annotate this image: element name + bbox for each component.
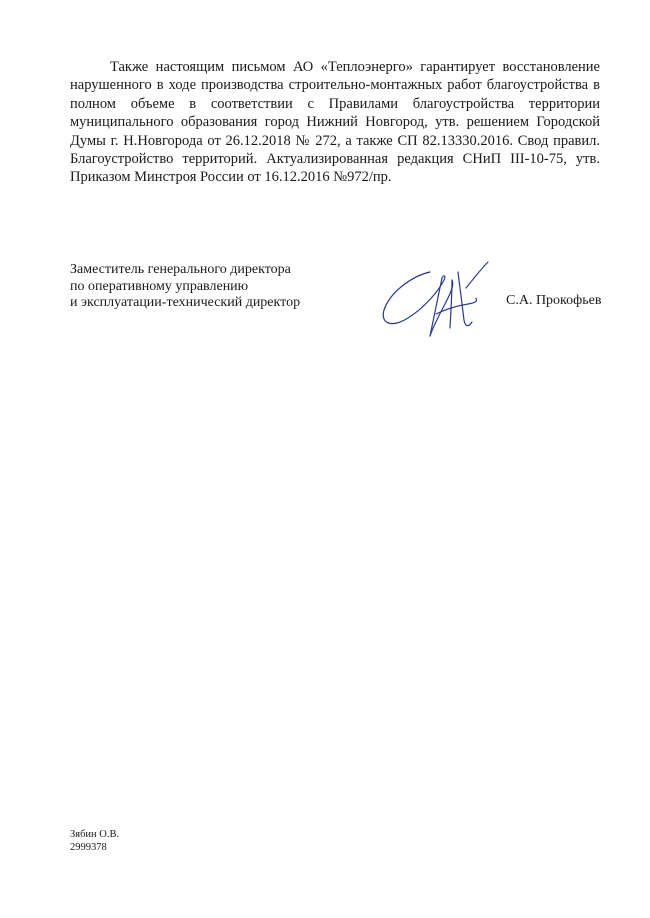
signer-position [70,262,370,312]
signer-position-line-1: Заместитель генерального директора [70,262,291,277]
signer-name: С.А. Прокофьев [506,293,602,308]
letter-body-paragraph: Также настоящим письмом АО «Теплоэнерго» гарантирует восстановление нарушенного в ходе производства строительно-монтажных работ благоустройства в полном объеме в соответствии с Правилами благоустройства территории муниципального образования город Нижний Новгород, утв. решением Городской Думы г. Н.Новгорода от 26.12.2018 № 272, а также СП 82.13330.2016. Свод правил. Благоустройство территорий. Актуализированная редакция СНиП III-10-75, утв. Приказом Минстроя России от 16.12.2016 №972/пр. [70,59,600,186]
executor-info [70,829,119,854]
handwritten-signature [372,258,502,343]
signer-position-line-2: по оперативному управлению [70,278,249,294]
signer-position-line-3: и эксплуатации-технический директор [70,295,301,310]
executor-name: Зябин О.В. [70,829,120,840]
executor-phone: 2999378 [70,841,107,853]
